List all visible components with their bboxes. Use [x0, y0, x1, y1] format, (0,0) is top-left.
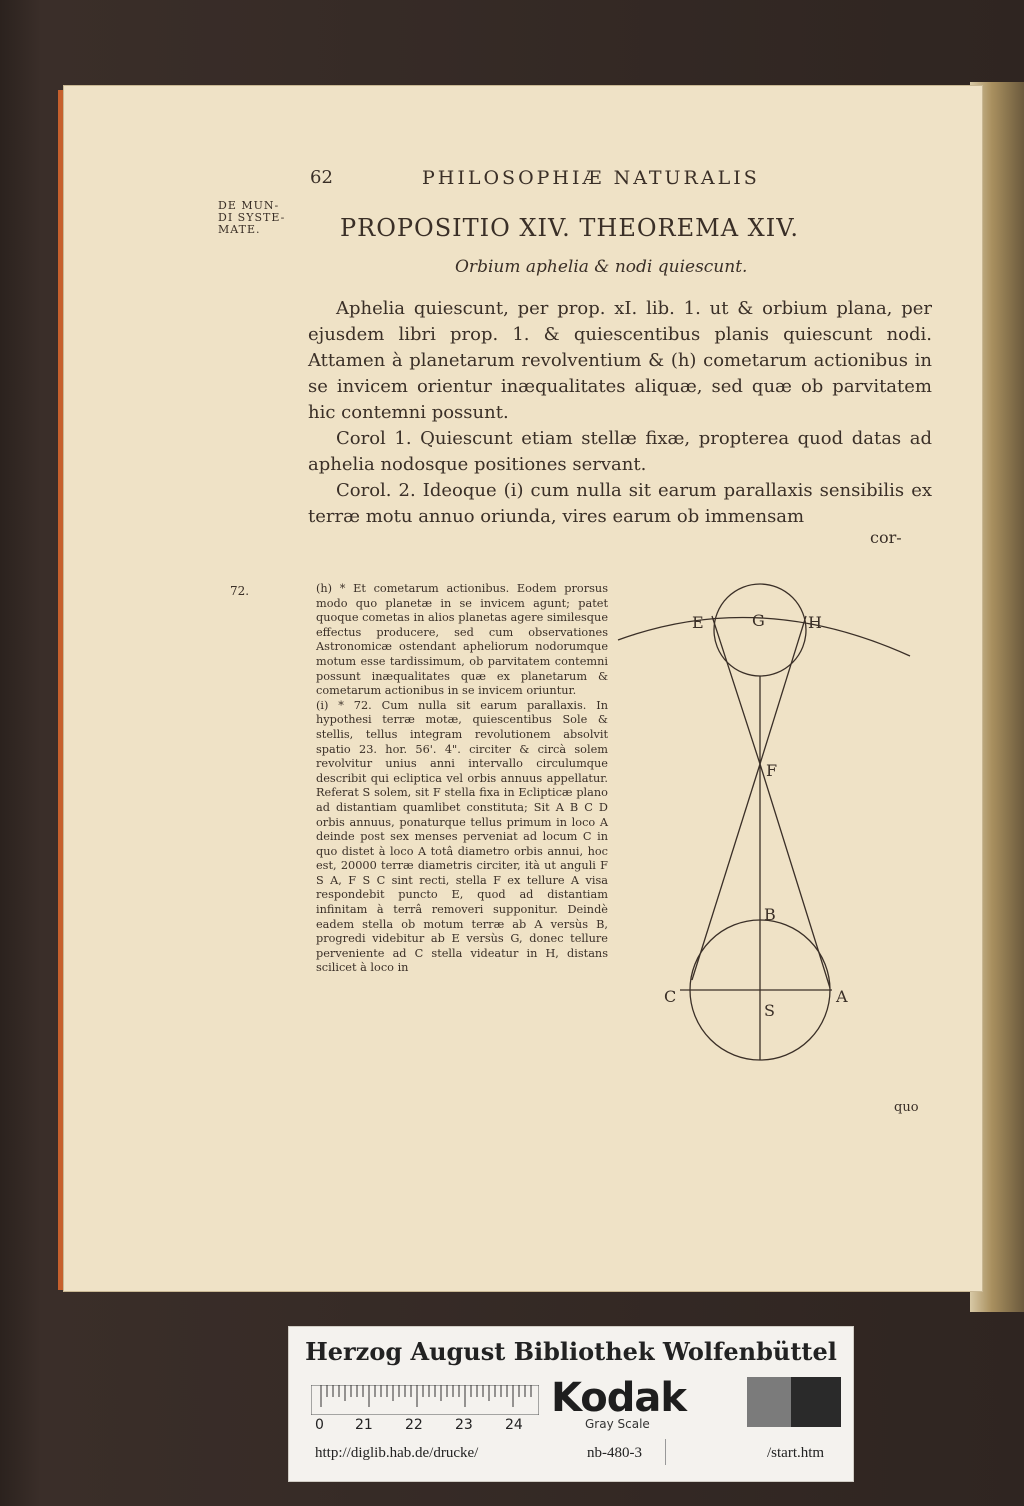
black-swatch — [791, 1377, 841, 1427]
margin-note-line: MATE. — [218, 223, 261, 236]
url-suffix: /start.htm — [767, 1445, 825, 1461]
kodak-logo: Kodak — [551, 1375, 686, 1421]
label-g: G — [752, 611, 765, 630]
catchword-bottom: quo — [894, 1100, 919, 1115]
line-f-a — [760, 764, 830, 988]
shelfmark: nb-480-3 — [587, 1445, 642, 1461]
body-paragraph: Corol. 2. Ideoque (i) cum nulla sit earum parallaxis sensibilis ex terræ motu annuo oriunda, vires earum ob immensam — [308, 480, 932, 527]
margin-note-line: DE MUN- — [218, 199, 280, 212]
library-color-target — [288, 1326, 854, 1482]
margin-note-line: DI SYSTE- — [218, 211, 286, 224]
ruler-number: 22 — [405, 1417, 423, 1433]
label-a: A — [836, 987, 848, 1006]
margin-note — [218, 200, 308, 236]
body-paragraph: Corol 1. Quiescunt etiam stellæ fixæ, propterea quod datas ad aphelia nodosque positiones servant. — [308, 428, 932, 475]
body-paragraph: Aphelia quiescunt, per prop. xI. lib. 1. ut & orbium plana, per ejusdem libri prop. 1. & quiescentibus planis quiescunt nodi. Attamen à planetarum revolventium & (h) cometarum actionibus in se invicem orientur inæqualitates aliquæ, sed quæ ob parvitatem hic contemni possunt. — [308, 298, 932, 423]
ruler-number: 21 — [355, 1417, 373, 1433]
label-h: H — [808, 613, 822, 632]
label-b: B — [764, 905, 776, 924]
footnote: (h) * Et cometarum actionibus. Eodem prorsus modo quo planetæ in se invicem agunt; patet quoque cometas in alios planetas agere similesque effectus producere, sed cum observationes Astronomicæ ostendant apheliorum nodorumque motum esse tardissimum, ob parvitatem contemni possunt inæqualitates quæ ex planetarum & cometarum actionibus in se invicem oriuntur. — [316, 582, 608, 698]
body-text — [308, 296, 932, 530]
library-name: Herzog August Bibliothek Wolfenbüttel — [305, 1337, 837, 1366]
url-base: http://diglib.hab.de/drucke/ — [315, 1445, 479, 1461]
line-e-f — [712, 616, 760, 764]
ruler-number: 0 — [315, 1417, 324, 1433]
ruler-number: 23 — [455, 1417, 473, 1433]
ruler-number: 24 — [505, 1417, 523, 1433]
running-head — [310, 167, 790, 197]
footnotes — [316, 582, 608, 976]
label-f: F — [766, 761, 778, 780]
running-title: PHILOSOPHIÆ NATURALIS — [422, 167, 760, 189]
ruler-scale — [311, 1385, 539, 1415]
footnote: (i) * 72. Cum nulla sit earum parallaxis. In hypothesi terræ motæ, quiescentibus Sole & stellis, tellus integram revolutionem absolvit spatio 23. hor. 56'. 4". circiter & circà solem revolvitur unius anni intervallo circulumque describit qui ecliptica vel orbis annuus appellatur. Referat S solem, sit F stella fixa in Eclipticæ plano ad distantiam quamlibet constituta; Sit A B C D orbis annuus, ponaturque tellus primum in loco A deinde post sex menses perveniat ad locum C in quo distet à loco A totâ diametro orbis annui, hoc est, 20000 terræ diametris circiter, ità ut anguli F S A, F S C sint recti, stella F ex tellure A visa respondebit puncto E, quod ad distantiam infinitam à terrâ removeri supponitur. Deindè eadem stella ob motum terræ ab A versùs B, progredi videbitur ab E versùs G, donec tellure perveniente ad C stella videatur in H, distans scilicet à loco in — [316, 698, 608, 975]
label-s: S — [764, 1001, 775, 1020]
label-e: E — [692, 613, 704, 632]
footnote-marker: 72. — [230, 584, 250, 598]
line-h-f — [760, 616, 806, 764]
proposition-subtitle: Orbium aphelia & nodi quiescunt. — [455, 257, 748, 277]
page-number: 62 — [310, 167, 333, 188]
parallax-diagram — [610, 570, 928, 1090]
label-c: C — [664, 987, 677, 1006]
gray-swatch — [747, 1377, 791, 1427]
proposition-heading: PROPOSITIO XIV. THEOREMA XIV. — [340, 214, 799, 242]
line-f-c — [692, 764, 760, 980]
separator — [665, 1439, 666, 1465]
gray-scale-label: Gray Scale — [585, 1417, 650, 1431]
catchword: cor- — [870, 528, 902, 547]
